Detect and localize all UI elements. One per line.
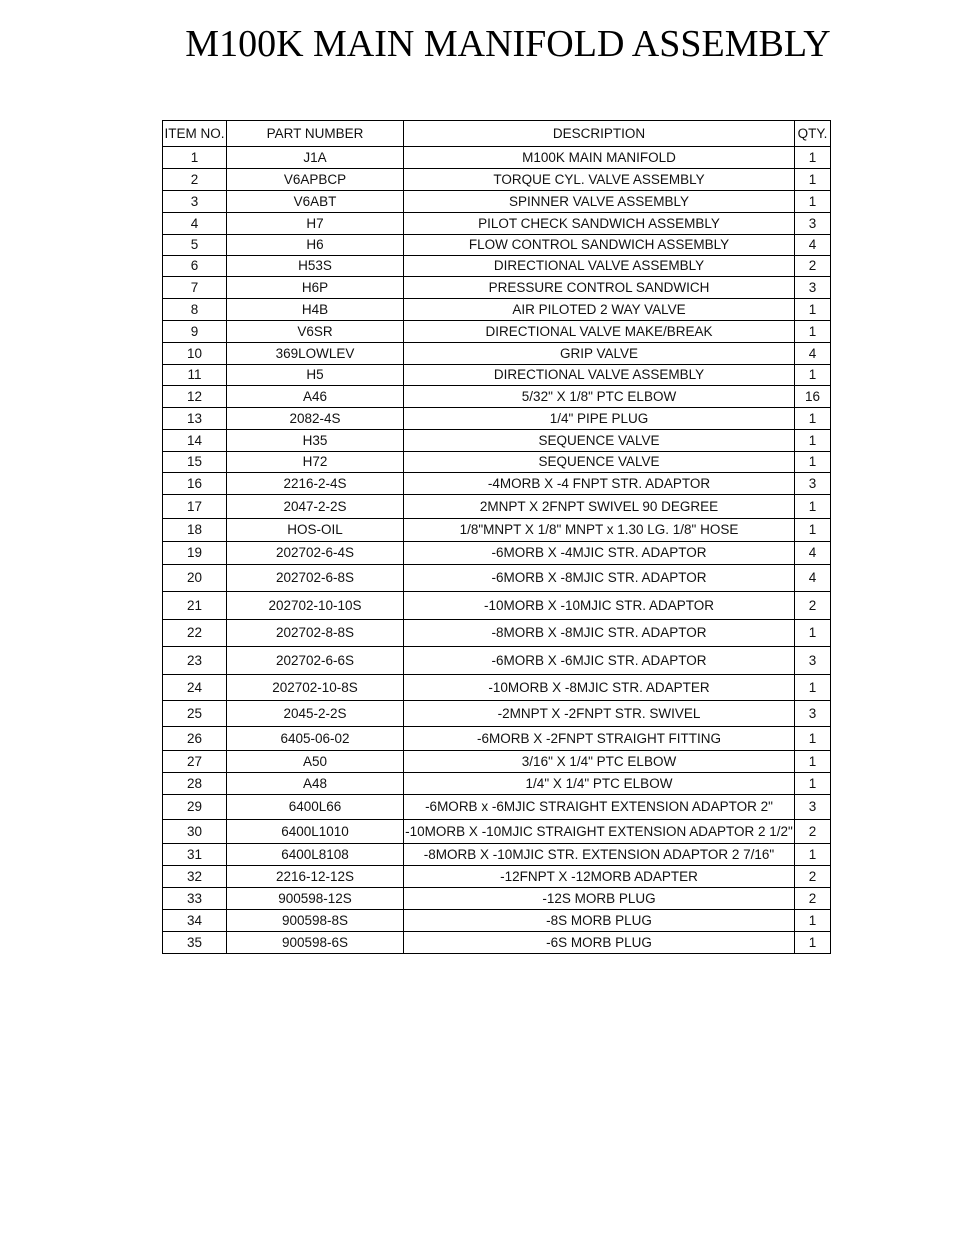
cell-description: DIRECTIONAL VALVE ASSEMBLY [404, 365, 795, 386]
cell-description: -10MORB X -10MJIC STR. ADAPTOR [404, 592, 795, 620]
cell-item-no: 32 [163, 866, 227, 888]
cell-description: -6MORB X -2FNPT STRAIGHT FITTING [404, 727, 795, 751]
cell-description: TORQUE CYL. VALVE ASSEMBLY [404, 169, 795, 191]
cell-qty: 1 [795, 773, 831, 795]
cell-description: -10MORB X -8MJIC STR. ADAPTER [404, 675, 795, 701]
table-row [163, 235, 831, 256]
column-header-item-no: ITEM NO. [163, 121, 227, 147]
cell-description: SEQUENCE VALVE [404, 430, 795, 452]
cell-part-number: 2047-2-2S [227, 495, 404, 519]
table-row [163, 565, 831, 592]
cell-description: SPINNER VALVE ASSEMBLY [404, 191, 795, 213]
cell-item-no: 25 [163, 701, 227, 727]
cell-qty: 4 [795, 542, 831, 565]
cell-description: -4MORB X -4 FNPT STR. ADAPTOR [404, 473, 795, 495]
cell-part-number: H6 [227, 235, 404, 256]
cell-part-number: V6SR [227, 321, 404, 343]
cell-part-number: HOS-OIL [227, 519, 404, 542]
table-row [163, 542, 831, 565]
cell-qty: 1 [795, 430, 831, 452]
cell-description: FLOW CONTROL SANDWICH ASSEMBLY [404, 235, 795, 256]
cell-description: -8S MORB PLUG [404, 910, 795, 932]
cell-part-number: A46 [227, 386, 404, 408]
cell-part-number: H53S [227, 256, 404, 277]
cell-part-number: 900598-6S [227, 932, 404, 954]
table-row [163, 620, 831, 647]
bom-table [162, 120, 831, 954]
table-row [163, 343, 831, 365]
cell-part-number: A48 [227, 773, 404, 795]
cell-item-no: 22 [163, 620, 227, 647]
cell-description: PILOT CHECK SANDWICH ASSEMBLY [404, 213, 795, 235]
cell-part-number: H6P [227, 277, 404, 299]
cell-description: 2MNPT X 2FNPT SWIVEL 90 DEGREE [404, 495, 795, 519]
table-row [163, 519, 831, 542]
cell-part-number: 6400L66 [227, 795, 404, 820]
cell-qty: 1 [795, 751, 831, 773]
cell-qty: 1 [795, 299, 831, 321]
cell-qty: 2 [795, 866, 831, 888]
table-row [163, 473, 831, 495]
cell-qty: 4 [795, 343, 831, 365]
cell-item-no: 28 [163, 773, 227, 795]
cell-description: 1/8"MNPT X 1/8" MNPT x 1.30 LG. 1/8" HOSE [404, 519, 795, 542]
cell-item-no: 17 [163, 495, 227, 519]
table-row [163, 452, 831, 473]
cell-description: -6S MORB PLUG [404, 932, 795, 954]
table-header-row [163, 121, 831, 147]
table-row [163, 592, 831, 620]
cell-item-no: 6 [163, 256, 227, 277]
cell-description: -2MNPT X -2FNPT STR. SWIVEL [404, 701, 795, 727]
table-row [163, 408, 831, 430]
cell-description: DIRECTIONAL VALVE ASSEMBLY [404, 256, 795, 277]
cell-part-number: 6400L1010 [227, 820, 404, 844]
cell-item-no: 1 [163, 147, 227, 169]
cell-qty: 4 [795, 235, 831, 256]
cell-item-no: 8 [163, 299, 227, 321]
table-row [163, 213, 831, 235]
cell-description: 3/16" X 1/4" PTC ELBOW [404, 751, 795, 773]
cell-part-number: 2045-2-2S [227, 701, 404, 727]
table-row [163, 147, 831, 169]
cell-part-number: 369LOWLEV [227, 343, 404, 365]
cell-item-no: 35 [163, 932, 227, 954]
bom-table-body [163, 147, 831, 954]
cell-part-number: 202702-10-10S [227, 592, 404, 620]
table-row [163, 647, 831, 675]
table-row [163, 256, 831, 277]
cell-part-number: 202702-6-4S [227, 542, 404, 565]
cell-qty: 1 [795, 191, 831, 213]
cell-item-no: 10 [163, 343, 227, 365]
cell-qty: 1 [795, 519, 831, 542]
cell-part-number: 202702-10-8S [227, 675, 404, 701]
cell-part-number: 2216-2-4S [227, 473, 404, 495]
cell-qty: 1 [795, 169, 831, 191]
cell-description: GRIP VALVE [404, 343, 795, 365]
table-row [163, 773, 831, 795]
cell-part-number: J1A [227, 147, 404, 169]
cell-item-no: 7 [163, 277, 227, 299]
table-row [163, 795, 831, 820]
cell-item-no: 31 [163, 844, 227, 866]
cell-description: -10MORB X -10MJIC STRAIGHT EXTENSION ADAPTOR 2 1/2" [404, 820, 795, 844]
table-row [163, 820, 831, 844]
cell-part-number: V6APBCP [227, 169, 404, 191]
cell-qty: 1 [795, 620, 831, 647]
cell-part-number: 202702-8-8S [227, 620, 404, 647]
table-row [163, 932, 831, 954]
cell-qty: 1 [795, 675, 831, 701]
cell-item-no: 30 [163, 820, 227, 844]
table-row [163, 191, 831, 213]
cell-qty: 1 [795, 844, 831, 866]
table-row [163, 277, 831, 299]
cell-part-number: H4B [227, 299, 404, 321]
cell-part-number: H7 [227, 213, 404, 235]
table-row [163, 727, 831, 751]
table-row [163, 701, 831, 727]
cell-qty: 3 [795, 701, 831, 727]
cell-description: -12S MORB PLUG [404, 888, 795, 910]
cell-item-no: 16 [163, 473, 227, 495]
cell-description: M100K MAIN MANIFOLD [404, 147, 795, 169]
cell-part-number: 2082-4S [227, 408, 404, 430]
table-row [163, 430, 831, 452]
cell-item-no: 23 [163, 647, 227, 675]
cell-description: DIRECTIONAL VALVE MAKE/BREAK [404, 321, 795, 343]
cell-description: -12FNPT X -12MORB ADAPTER [404, 866, 795, 888]
cell-description: -6MORB x -6MJIC STRAIGHT EXTENSION ADAPTOR 2" [404, 795, 795, 820]
cell-item-no: 34 [163, 910, 227, 932]
cell-qty: 1 [795, 147, 831, 169]
table-row [163, 910, 831, 932]
cell-item-no: 3 [163, 191, 227, 213]
cell-qty: 2 [795, 820, 831, 844]
cell-item-no: 19 [163, 542, 227, 565]
cell-part-number: 900598-12S [227, 888, 404, 910]
table-row [163, 844, 831, 866]
cell-qty: 1 [795, 495, 831, 519]
cell-item-no: 14 [163, 430, 227, 452]
cell-item-no: 29 [163, 795, 227, 820]
table-row [163, 866, 831, 888]
cell-description: -6MORB X -8MJIC STR. ADAPTOR [404, 565, 795, 592]
cell-qty: 1 [795, 321, 831, 343]
table-row [163, 495, 831, 519]
cell-description: PRESSURE CONTROL SANDWICH [404, 277, 795, 299]
cell-item-no: 2 [163, 169, 227, 191]
table-row [163, 675, 831, 701]
cell-qty: 1 [795, 452, 831, 473]
cell-part-number: V6ABT [227, 191, 404, 213]
cell-description: -8MORB X -8MJIC STR. ADAPTOR [404, 620, 795, 647]
cell-part-number: 6405-06-02 [227, 727, 404, 751]
cell-description: 5/32" X 1/8" PTC ELBOW [404, 386, 795, 408]
table-row [163, 321, 831, 343]
cell-qty: 3 [795, 795, 831, 820]
page-title: M100K MAIN MANIFOLD ASSEMBLY [185, 23, 831, 65]
column-header-part-number: PART NUMBER [227, 121, 404, 147]
cell-item-no: 27 [163, 751, 227, 773]
cell-description: AIR PILOTED 2 WAY VALVE [404, 299, 795, 321]
cell-description: -6MORB X -6MJIC STR. ADAPTOR [404, 647, 795, 675]
cell-item-no: 18 [163, 519, 227, 542]
cell-description: 1/4" X 1/4" PTC ELBOW [404, 773, 795, 795]
cell-part-number: A50 [227, 751, 404, 773]
cell-part-number: 202702-6-8S [227, 565, 404, 592]
cell-qty: 3 [795, 473, 831, 495]
table-row [163, 365, 831, 386]
cell-qty: 1 [795, 932, 831, 954]
cell-item-no: 5 [163, 235, 227, 256]
cell-item-no: 33 [163, 888, 227, 910]
cell-description: SEQUENCE VALVE [404, 452, 795, 473]
cell-item-no: 20 [163, 565, 227, 592]
cell-item-no: 12 [163, 386, 227, 408]
cell-qty: 1 [795, 365, 831, 386]
cell-description: -8MORB X -10MJIC STR. EXTENSION ADAPTOR 2 7/16" [404, 844, 795, 866]
table-row [163, 386, 831, 408]
cell-qty: 3 [795, 213, 831, 235]
cell-qty: 1 [795, 408, 831, 430]
cell-item-no: 24 [163, 675, 227, 701]
column-header-description: DESCRIPTION [404, 121, 795, 147]
table-row [163, 299, 831, 321]
cell-description: 1/4" PIPE PLUG [404, 408, 795, 430]
cell-qty: 4 [795, 565, 831, 592]
cell-description: -6MORB X -4MJIC STR. ADAPTOR [404, 542, 795, 565]
cell-item-no: 15 [163, 452, 227, 473]
cell-qty: 1 [795, 727, 831, 751]
cell-item-no: 9 [163, 321, 227, 343]
cell-part-number: 6400L8108 [227, 844, 404, 866]
table-row [163, 888, 831, 910]
cell-qty: 3 [795, 647, 831, 675]
cell-item-no: 26 [163, 727, 227, 751]
cell-item-no: 11 [163, 365, 227, 386]
cell-part-number: H35 [227, 430, 404, 452]
cell-item-no: 13 [163, 408, 227, 430]
cell-qty: 2 [795, 592, 831, 620]
cell-part-number: 2216-12-12S [227, 866, 404, 888]
cell-qty: 2 [795, 888, 831, 910]
cell-part-number: 900598-8S [227, 910, 404, 932]
cell-qty: 3 [795, 277, 831, 299]
cell-part-number: H5 [227, 365, 404, 386]
table-row [163, 751, 831, 773]
cell-item-no: 21 [163, 592, 227, 620]
cell-qty: 1 [795, 910, 831, 932]
cell-part-number: 202702-6-6S [227, 647, 404, 675]
column-header-qty: QTY. [795, 121, 831, 147]
cell-qty: 16 [795, 386, 831, 408]
cell-item-no: 4 [163, 213, 227, 235]
table-row [163, 169, 831, 191]
cell-part-number: H72 [227, 452, 404, 473]
cell-qty: 2 [795, 256, 831, 277]
